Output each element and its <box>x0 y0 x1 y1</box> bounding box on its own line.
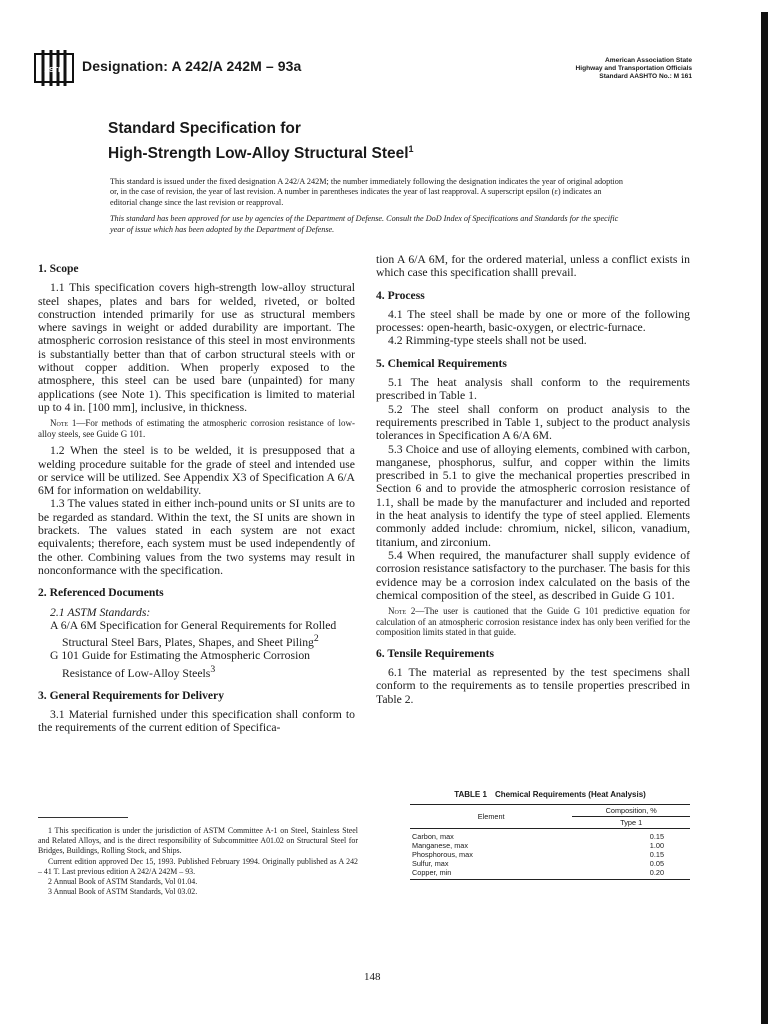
table-title: Chemical Requirements (Heat Analysis) <box>494 790 646 799</box>
section-heading-tensile-requirements: 6. Tensile Requirements <box>376 646 494 660</box>
cell-element: Phosphorous, max <box>412 850 473 859</box>
footnotes <box>38 826 358 897</box>
intro-designation-note: This standard is issued under the fixed designation A 242/A 242M; the number immediately following the designation indicates the year of original adoption or, in the case of revision, the year of last revision. A number in parentheses indicates the year of last reapproval. A superscript epsilon (ε) indicates an editorial change since the last revision or reapproval. <box>110 177 623 207</box>
page-number: 148 <box>364 971 381 983</box>
paragraph-5-1: 5.1 The heat analysis shall conform to the requirements prescribed in Table 1. <box>376 376 690 403</box>
title-line-1: Standard Specification for <box>108 120 301 137</box>
paragraph-1-3: 1.3 The values stated in either inch-pound units or SI units are to be regarded as standard. Within the text, the SI units are shown in brackets. The values stated in each system are not exact equivalents; therefore, each system must be used independently of the other. Combining values from the two systems may result in nonconformance with the specification. <box>38 497 355 577</box>
right-column <box>376 253 690 706</box>
title-line-2: High-Strength Low-Alloy Structural Steel$^1$ <box>108 144 414 163</box>
footnote-3: 3 Annual Book of ASTM Standards, Vol 03.02. <box>48 887 198 897</box>
table-row <box>410 829 690 842</box>
section-heading-referenced-documents: 2. Referenced Documents <box>38 586 164 600</box>
column-header-element: Element <box>410 805 572 829</box>
scan-edge-shadow <box>761 12 768 1024</box>
cell-element: Carbon, max <box>412 832 454 841</box>
designation-label: Designation: A 242/A 242M – 93a <box>82 58 302 74</box>
section-heading-process: 4. Process <box>376 288 425 302</box>
astm-logo-icon <box>34 48 74 88</box>
cell-value: 0.15 <box>649 850 664 859</box>
paragraph-5-4: 5.4 When required, the manufacturer shall supply evidence of corrosion resistance satisfactory to the purchaser. The basis for this evidence may be a corrosion index calculated on the basis of the chemical composition of the steel, as described in Guide G 101. <box>376 548 690 602</box>
footnote-divider <box>38 817 128 818</box>
cell-value: 0.15 <box>649 832 664 841</box>
reference-a6: A 6/A 6M Specification for General Requirements for Rolled Structural Steel Bars, Plates, Shapes, and Sheet Piling$^2$ <box>50 618 337 650</box>
cell-value: 1.00 <box>649 841 664 850</box>
table-row <box>410 841 690 850</box>
paragraph-1-2: 1.2 When the steel is to be welded, it is presupposed that a welding procedure suitable for the grade of steel and intended use or service will be utilized. See Appendix X3 of Specification A 6/A 6M for information on weldability. <box>38 444 355 498</box>
table-row <box>410 859 690 868</box>
table-1 <box>410 790 690 880</box>
footnote-1: 1 This specification is under the jurisdiction of ASTM Committee A-1 on Steel, Stainless Steel and Related Alloys, and is the direct responsibility of Subcommittee A01.02 on Structural Steel for Bridges, Buildings, Rolling Stock, and Ships. <box>38 826 358 856</box>
chemical-requirements-table <box>410 804 690 880</box>
table-row <box>410 868 690 880</box>
note-2: Note 2—The user is cautioned that the Guide G 101 predictive equation for calculation of an atmospheric corrosion resistance index has only been verified for the composition limits stated in that guide. <box>376 606 690 638</box>
paragraph-3-1: 3.1 Material furnished under this specification shall conform to the requirements of the current edition of Specifica- <box>38 708 355 735</box>
svg-text:ASTM: ASTM <box>44 67 64 74</box>
footnote-2: 2 Annual Book of ASTM Standards, Vol 01.04. <box>48 877 198 887</box>
aashto-line: Standard AASHTO No.: M 161 <box>599 73 692 80</box>
reference-g101: G 101 Guide for Estimating the Atmospheric Corrosion Resistance of Low-Alloy Steels$^3$ <box>50 649 311 680</box>
paragraph-4-1: 4.1 The steel shall be made by one or more of the following processes: open-hearth, basic-oxygen, or electric-furnace. <box>376 307 690 335</box>
document-header <box>34 48 706 98</box>
intro-block <box>110 177 630 241</box>
aashto-line: Highway and Transportation Officials <box>575 65 692 72</box>
cell-value: 0.05 <box>649 859 664 868</box>
paragraph-3-1-continued: tion A 6/A 6M, for the ordered material, unless a conflict exists in which case this specification shalll prevail. <box>376 253 690 280</box>
footnote-1-edition: Current edition approved Dec 15, 1993. Published February 1994. Originally published as A 242 – 41 T. Last previous edition A 242/A 242M – 93. <box>38 856 358 876</box>
intro-dod-note: This standard has been approved for use by agencies of the Department of Defense. Consult the DoD Index of Specifications and Standards for the specific year of issue which has been adopted by the Department of Defense. <box>110 214 619 234</box>
cell-element: Sulfur, max <box>412 859 449 868</box>
aashto-line: American Association State <box>605 57 692 64</box>
paragraph-2-1: 2.1 ASTM Standards: <box>50 605 151 619</box>
title-footnote-mark: 1 <box>408 144 414 154</box>
cell-element: Manganese, max <box>412 841 468 850</box>
column-header-type: Type 1 <box>572 817 690 829</box>
column-header-composition: Composition, % <box>572 805 690 817</box>
aashto-block <box>575 57 692 81</box>
section-heading-chemical-requirements: 5. Chemical Requirements <box>376 356 507 370</box>
paragraph-6-1: 6.1 The material as represented by the test specimens shall conform to the requirements as to tensile properties prescribed in Table 2. <box>376 665 690 706</box>
document-title <box>108 118 414 164</box>
left-column <box>38 253 355 735</box>
note-1: Note 1—For methods of estimating the atmospheric corrosion resistance of low-alloy steels, see Guide G 101. <box>38 418 355 439</box>
table-number: TABLE 1 <box>454 790 487 799</box>
paragraph-4-2: 4.2 Rimming-type steels shall not be used. <box>388 334 587 348</box>
paragraph-5-2: 5.2 The steel shall conform on product analysis to the requirements prescribed in Table 1, subject to the product analysis tolerances in Specification A 6/A 6M. <box>376 402 690 443</box>
table-row <box>410 850 690 859</box>
cell-value: 0.20 <box>572 868 690 880</box>
section-heading-scope: 1. Scope <box>38 262 79 275</box>
paragraph-1-1: 1.1 This specification covers high-strength low-alloy structural steel shapes, plates and bars for welded, riveted, or bolted construction intended primarily for use as structural members where savings in weight or added durability are important. The atmospheric corrosion resistance of this steel in most environments is substantially better than that of carbon structural steels with or without copper addition. When properly exposed to the atmosphere, this steel can be used bare (unpainted) for many applications (see Note 1). This specification is limited to material up to 4 in. [100 mm], inclusive, in thickness. <box>38 281 355 414</box>
table-caption <box>410 790 690 799</box>
paragraph-5-3: 5.3 Choice and use of alloying elements, combined with carbon, manganese, phosphorus, sulfur, and copper within the limits prescribed in 5.1 to give the mechanical properties prescribed in Section 6 and to provide the atmospheric corrosion resistance of 1.1, shall be made by the manufacturer and included and reported in the heat analysis to identify the type of steel applied. Elements commonly added include: chromium, nickel, silicon, vanadium, titanium, and zirconium. <box>376 442 690 549</box>
cell-element: Copper, min <box>410 868 572 880</box>
section-heading-general-requirements: 3. General Requirements for Delivery <box>38 688 224 702</box>
